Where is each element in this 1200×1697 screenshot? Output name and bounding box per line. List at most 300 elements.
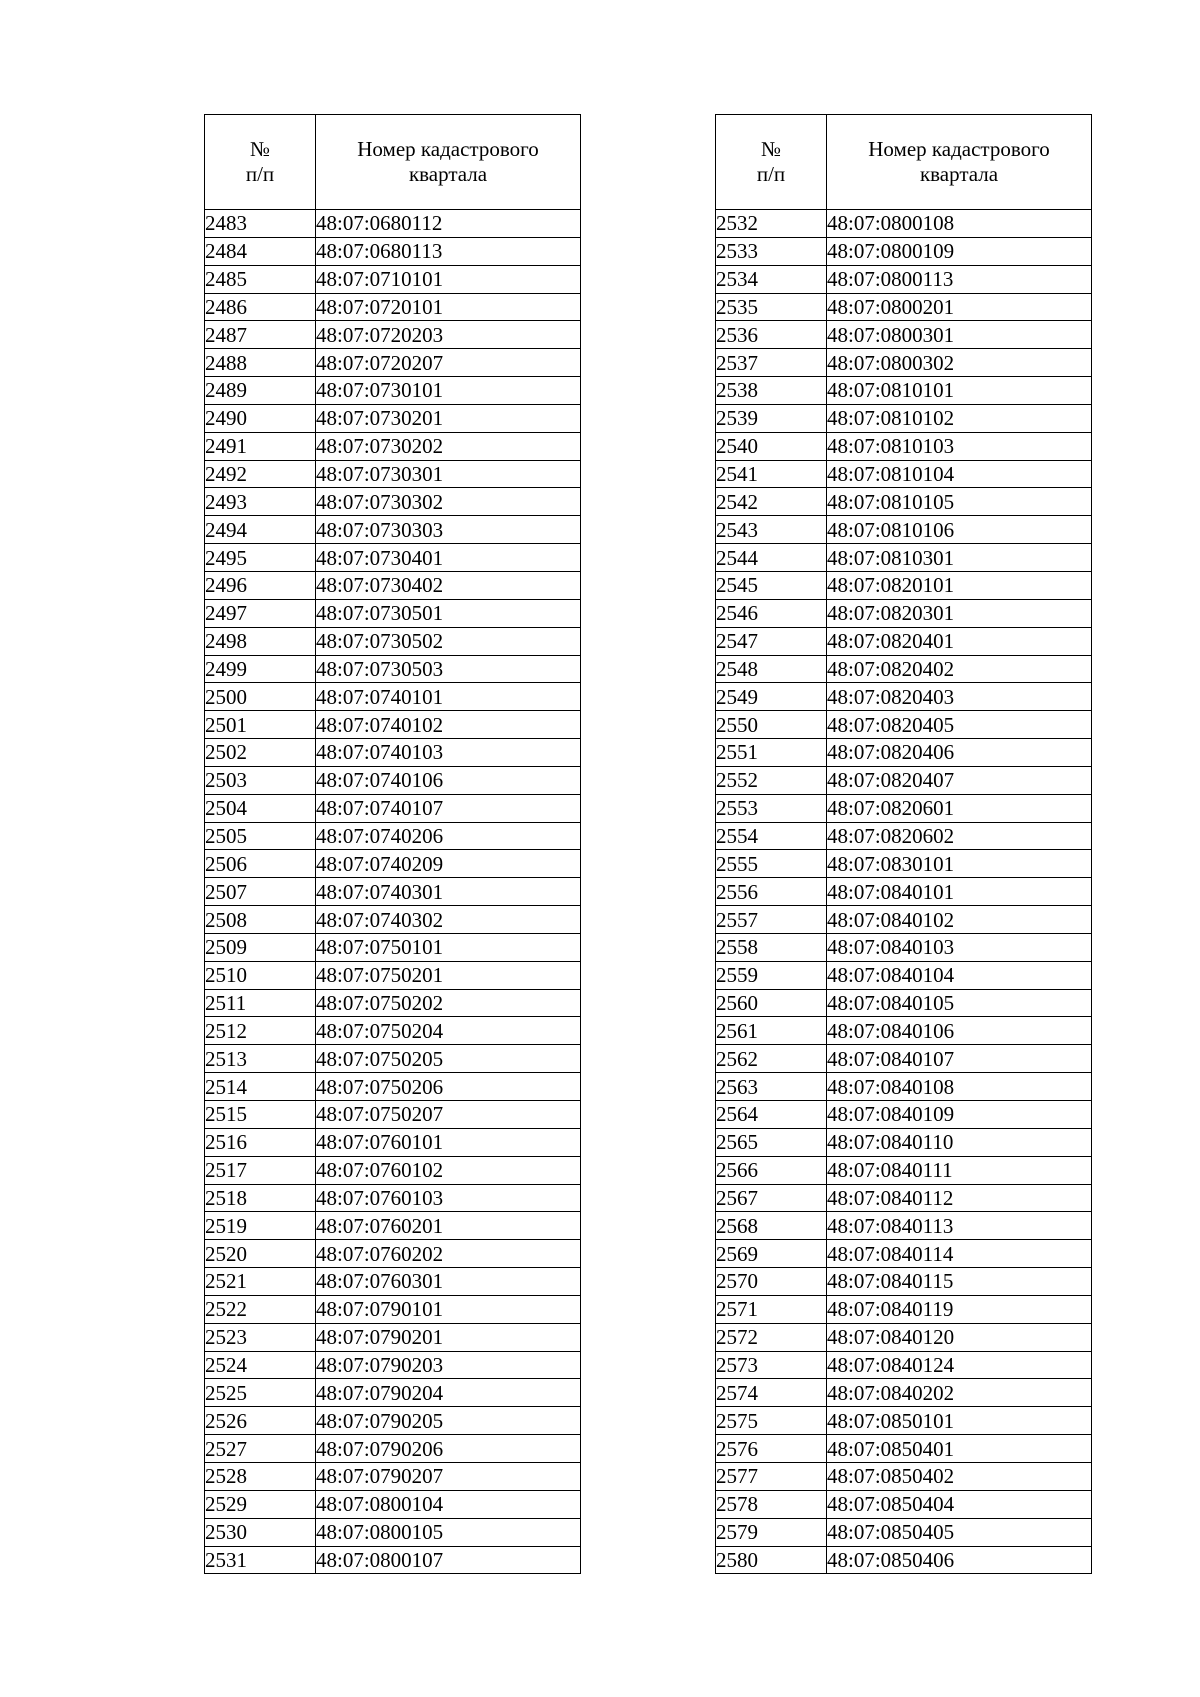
cadastral-number-cell: 48:07:0790207 [316, 1462, 581, 1490]
cadastral-number-cell: 48:07:0820403 [827, 683, 1092, 711]
table-row [205, 850, 581, 878]
table-row [716, 1462, 1092, 1490]
table-row [205, 1546, 581, 1574]
cadastral-number-cell: 48:07:0760301 [316, 1268, 581, 1296]
row-number-cell: 2484 [205, 237, 316, 265]
table-row [205, 711, 581, 739]
cadastral-number-cell: 48:07:0850401 [827, 1435, 1092, 1463]
row-number-cell: 2566 [716, 1156, 827, 1184]
table-row [205, 1407, 581, 1435]
table-row [205, 933, 581, 961]
row-number-cell: 2541 [716, 460, 827, 488]
cadastral-number-cell: 48:07:0730301 [316, 460, 581, 488]
row-number-cell: 2492 [205, 460, 316, 488]
cadastral-number-cell: 48:07:0810301 [827, 544, 1092, 572]
row-number-cell: 2515 [205, 1101, 316, 1129]
cadastral-number-cell: 48:07:0800109 [827, 237, 1092, 265]
row-number-cell: 2507 [205, 878, 316, 906]
cadastral-number-cell: 48:07:0800105 [316, 1518, 581, 1546]
table-row [205, 1240, 581, 1268]
table-row [716, 683, 1092, 711]
table-row [716, 1017, 1092, 1045]
row-number-cell: 2552 [716, 766, 827, 794]
table-row [716, 321, 1092, 349]
cadastral-number-cell: 48:07:0740206 [316, 822, 581, 850]
row-number-cell: 2550 [716, 711, 827, 739]
table-row [205, 878, 581, 906]
cadastral-number-cell: 48:07:0790201 [316, 1323, 581, 1351]
table-row [205, 349, 581, 377]
table-row [205, 961, 581, 989]
row-number-cell: 2496 [205, 571, 316, 599]
cadastral-number-cell: 48:07:0810101 [827, 377, 1092, 405]
table-row [716, 571, 1092, 599]
cadastral-number-cell: 48:07:0720203 [316, 321, 581, 349]
table-row [205, 1073, 581, 1101]
row-number-cell: 2562 [716, 1045, 827, 1073]
cadastral-number-cell: 48:07:0750202 [316, 989, 581, 1017]
row-number-cell: 2580 [716, 1546, 827, 1574]
cadastral-number-cell: 48:07:0750204 [316, 1017, 581, 1045]
row-number-cell: 2571 [716, 1295, 827, 1323]
cadastral-number-cell: 48:07:0730401 [316, 544, 581, 572]
cadastral-number-cell: 48:07:0840104 [827, 961, 1092, 989]
cadastral-number-cell: 48:07:0730101 [316, 377, 581, 405]
table-row [716, 1240, 1092, 1268]
row-number-cell: 2572 [716, 1323, 827, 1351]
row-number-cell: 2553 [716, 794, 827, 822]
table-row [716, 516, 1092, 544]
cadastral-number-cell: 48:07:0810106 [827, 516, 1092, 544]
row-number-cell: 2527 [205, 1435, 316, 1463]
header-number-column [716, 115, 827, 210]
table-row [205, 655, 581, 683]
cadastral-number-cell: 48:07:0790101 [316, 1295, 581, 1323]
header-cadastral-line1: Номер кадастрового [357, 137, 539, 161]
table-row [205, 1490, 581, 1518]
row-number-cell: 2483 [205, 210, 316, 238]
row-number-cell: 2521 [205, 1268, 316, 1296]
cadastral-number-cell: 48:07:0730502 [316, 627, 581, 655]
row-number-cell: 2506 [205, 850, 316, 878]
cadastral-number-cell: 48:07:0840111 [827, 1156, 1092, 1184]
table-row [716, 377, 1092, 405]
row-number-cell: 2565 [716, 1128, 827, 1156]
table-row [716, 906, 1092, 934]
table-row [716, 210, 1092, 238]
cadastral-number-cell: 48:07:0760201 [316, 1212, 581, 1240]
cadastral-number-cell: 48:07:0810105 [827, 488, 1092, 516]
row-number-cell: 2540 [716, 432, 827, 460]
row-number-cell: 2534 [716, 265, 827, 293]
row-number-cell: 2502 [205, 739, 316, 767]
table-row [716, 1212, 1092, 1240]
table-row [716, 1379, 1092, 1407]
header-cadastral-line1: Номер кадастрового [868, 137, 1050, 161]
table-row [716, 404, 1092, 432]
table-row [716, 711, 1092, 739]
table-row [205, 599, 581, 627]
cadastral-number-cell: 48:07:0840105 [827, 989, 1092, 1017]
table-row [716, 850, 1092, 878]
table-row [716, 822, 1092, 850]
table-row [716, 739, 1092, 767]
cadastral-number-cell: 48:07:0820407 [827, 766, 1092, 794]
cadastral-number-cell: 48:07:0840119 [827, 1295, 1092, 1323]
cadastral-number-cell: 48:07:0840113 [827, 1212, 1092, 1240]
row-number-cell: 2559 [716, 961, 827, 989]
cadastral-number-cell: 48:07:0740301 [316, 878, 581, 906]
row-number-cell: 2509 [205, 933, 316, 961]
cadastral-number-cell: 48:07:0820406 [827, 739, 1092, 767]
table-row [716, 1045, 1092, 1073]
row-number-cell: 2485 [205, 265, 316, 293]
row-number-cell: 2579 [716, 1518, 827, 1546]
cadastral-number-cell: 48:07:0840101 [827, 878, 1092, 906]
table-row [205, 766, 581, 794]
cadastral-number-cell: 48:07:0840102 [827, 906, 1092, 934]
row-number-cell: 2574 [716, 1379, 827, 1407]
cadastral-number-cell: 48:07:0850402 [827, 1462, 1092, 1490]
cadastral-number-cell: 48:07:0800108 [827, 210, 1092, 238]
row-number-cell: 2557 [716, 906, 827, 934]
row-number-cell: 2544 [716, 544, 827, 572]
cadastral-number-cell: 48:07:0790205 [316, 1407, 581, 1435]
row-number-cell: 2532 [716, 210, 827, 238]
table-row [716, 544, 1092, 572]
row-number-cell: 2578 [716, 1490, 827, 1518]
cadastral-number-cell: 48:07:0800107 [316, 1546, 581, 1574]
table-row [205, 683, 581, 711]
cadastral-number-cell: 48:07:0740103 [316, 739, 581, 767]
cadastral-number-cell: 48:07:0720101 [316, 293, 581, 321]
table-row [205, 906, 581, 934]
table-row [205, 1379, 581, 1407]
row-number-cell: 2577 [716, 1462, 827, 1490]
table-row [205, 1017, 581, 1045]
table-row [205, 488, 581, 516]
row-number-cell: 2576 [716, 1435, 827, 1463]
table-row [716, 1323, 1092, 1351]
table-row [205, 321, 581, 349]
header-number-line2: п/п [245, 162, 275, 186]
row-number-cell: 2558 [716, 933, 827, 961]
table-row [205, 1518, 581, 1546]
table-row [205, 265, 581, 293]
cadastral-number-cell: 48:07:0730503 [316, 655, 581, 683]
row-number-cell: 2513 [205, 1045, 316, 1073]
cadastral-number-cell: 48:07:0750205 [316, 1045, 581, 1073]
cadastral-number-cell: 48:07:0740107 [316, 794, 581, 822]
row-number-cell: 2503 [205, 766, 316, 794]
table-row [716, 1295, 1092, 1323]
row-number-cell: 2570 [716, 1268, 827, 1296]
table-row [716, 766, 1092, 794]
table-row [716, 293, 1092, 321]
table-row [716, 265, 1092, 293]
row-number-cell: 2542 [716, 488, 827, 516]
table-row [716, 989, 1092, 1017]
cadastral-number-cell: 48:07:0760103 [316, 1184, 581, 1212]
table-row [716, 961, 1092, 989]
cadastral-number-cell: 48:07:0840114 [827, 1240, 1092, 1268]
row-number-cell: 2554 [716, 822, 827, 850]
row-number-cell: 2546 [716, 599, 827, 627]
row-number-cell: 2512 [205, 1017, 316, 1045]
row-number-cell: 2537 [716, 349, 827, 377]
table-row [716, 933, 1092, 961]
cadastral-number-cell: 48:07:0750201 [316, 961, 581, 989]
cadastral-number-cell: 48:07:0760102 [316, 1156, 581, 1184]
row-number-cell: 2493 [205, 488, 316, 516]
row-number-cell: 2533 [716, 237, 827, 265]
table-row [716, 1128, 1092, 1156]
cadastral-number-cell: 48:07:0790203 [316, 1351, 581, 1379]
cadastral-number-cell: 48:07:0740101 [316, 683, 581, 711]
row-number-cell: 2538 [716, 377, 827, 405]
table-row [716, 1073, 1092, 1101]
table-row [716, 460, 1092, 488]
row-number-cell: 2529 [205, 1490, 316, 1518]
table-row [716, 878, 1092, 906]
cadastral-number-cell: 48:07:0840110 [827, 1128, 1092, 1156]
cadastral-number-cell: 48:07:0730302 [316, 488, 581, 516]
cadastral-number-cell: 48:07:0840115 [827, 1268, 1092, 1296]
header-number-line1: № [249, 137, 271, 161]
row-number-cell: 2545 [716, 571, 827, 599]
row-number-cell: 2500 [205, 683, 316, 711]
cadastral-number-cell: 48:07:0820101 [827, 571, 1092, 599]
row-number-cell: 2548 [716, 655, 827, 683]
cadastral-number-cell: 48:07:0760202 [316, 1240, 581, 1268]
row-number-cell: 2568 [716, 1212, 827, 1240]
header-number-line2: п/п [756, 162, 786, 186]
cadastral-number-cell: 48:07:0790206 [316, 1435, 581, 1463]
table-row [716, 1156, 1092, 1184]
cadastral-number-cell: 48:07:0730303 [316, 516, 581, 544]
row-number-cell: 2575 [716, 1407, 827, 1435]
row-number-cell: 2526 [205, 1407, 316, 1435]
row-number-cell: 2495 [205, 544, 316, 572]
row-number-cell: 2536 [716, 321, 827, 349]
row-number-cell: 2519 [205, 1212, 316, 1240]
cadastral-number-cell: 48:07:0850101 [827, 1407, 1092, 1435]
row-number-cell: 2555 [716, 850, 827, 878]
row-number-cell: 2494 [205, 516, 316, 544]
table-row [716, 349, 1092, 377]
cadastral-number-cell: 48:07:0680112 [316, 210, 581, 238]
table-row [205, 460, 581, 488]
cadastral-number-cell: 48:07:0840124 [827, 1351, 1092, 1379]
row-number-cell: 2547 [716, 627, 827, 655]
table-row [205, 293, 581, 321]
cadastral-number-cell: 48:07:0740302 [316, 906, 581, 934]
row-number-cell: 2508 [205, 906, 316, 934]
table-row [205, 571, 581, 599]
row-number-cell: 2567 [716, 1184, 827, 1212]
row-number-cell: 2564 [716, 1101, 827, 1129]
row-number-cell: 2561 [716, 1017, 827, 1045]
table-row [716, 1490, 1092, 1518]
cadastral-number-cell: 48:07:0730201 [316, 404, 581, 432]
row-number-cell: 2488 [205, 349, 316, 377]
table-header-row [205, 115, 581, 210]
table-row [205, 237, 581, 265]
table-body-right [716, 210, 1092, 1574]
cadastral-number-cell: 48:07:0800113 [827, 265, 1092, 293]
header-cadastral-line2: квартала [408, 162, 488, 186]
table-row [205, 1184, 581, 1212]
cadastral-number-cell: 48:07:0820602 [827, 822, 1092, 850]
cadastral-number-cell: 48:07:0830101 [827, 850, 1092, 878]
table-row [716, 655, 1092, 683]
table-row [716, 432, 1092, 460]
row-number-cell: 2573 [716, 1351, 827, 1379]
table-body-left [205, 210, 581, 1574]
row-number-cell: 2491 [205, 432, 316, 460]
table-row [205, 1212, 581, 1240]
row-number-cell: 2497 [205, 599, 316, 627]
table-row [716, 1407, 1092, 1435]
row-number-cell: 2501 [205, 711, 316, 739]
header-number-line1: № [760, 137, 782, 161]
cadastral-number-cell: 48:07:0840120 [827, 1323, 1092, 1351]
cadastral-number-cell: 48:07:0840103 [827, 933, 1092, 961]
row-number-cell: 2524 [205, 1351, 316, 1379]
table-row [716, 237, 1092, 265]
table-row [716, 627, 1092, 655]
cadastral-number-cell: 48:07:0800301 [827, 321, 1092, 349]
cadastral-number-cell: 48:07:0800201 [827, 293, 1092, 321]
cadastral-number-cell: 48:07:0740209 [316, 850, 581, 878]
cadastral-number-cell: 48:07:0840107 [827, 1045, 1092, 1073]
table-header-row [716, 115, 1092, 210]
row-number-cell: 2535 [716, 293, 827, 321]
cadastral-number-cell: 48:07:0710101 [316, 265, 581, 293]
row-number-cell: 2569 [716, 1240, 827, 1268]
cadastral-number-cell: 48:07:0800104 [316, 1490, 581, 1518]
table-row [205, 1101, 581, 1129]
table-row [205, 210, 581, 238]
row-number-cell: 2543 [716, 516, 827, 544]
row-number-cell: 2511 [205, 989, 316, 1017]
table-row [205, 1351, 581, 1379]
cadastral-number-cell: 48:07:0730202 [316, 432, 581, 460]
table-row [205, 1128, 581, 1156]
cadastral-number-cell: 48:07:0790204 [316, 1379, 581, 1407]
cadastral-table-right [715, 114, 1092, 1574]
table-row [205, 1156, 581, 1184]
cadastral-number-cell: 48:07:0820401 [827, 627, 1092, 655]
table-row [205, 1295, 581, 1323]
table-row [205, 989, 581, 1017]
row-number-cell: 2504 [205, 794, 316, 822]
row-number-cell: 2490 [205, 404, 316, 432]
header-cadastral-column [316, 115, 581, 210]
cadastral-number-cell: 48:07:0740106 [316, 766, 581, 794]
table-row [716, 488, 1092, 516]
row-number-cell: 2522 [205, 1295, 316, 1323]
cadastral-number-cell: 48:07:0740102 [316, 711, 581, 739]
header-cadastral-column [827, 115, 1092, 210]
table-row [205, 544, 581, 572]
table-row [716, 1268, 1092, 1296]
cadastral-number-cell: 48:07:0730501 [316, 599, 581, 627]
row-number-cell: 2528 [205, 1462, 316, 1490]
row-number-cell: 2523 [205, 1323, 316, 1351]
table-row [716, 794, 1092, 822]
table-row [716, 1546, 1092, 1574]
table-row [716, 599, 1092, 627]
cadastral-number-cell: 48:07:0840109 [827, 1101, 1092, 1129]
cadastral-number-cell: 48:07:0750101 [316, 933, 581, 961]
table-row [716, 1435, 1092, 1463]
table-row [205, 739, 581, 767]
row-number-cell: 2556 [716, 878, 827, 906]
row-number-cell: 2516 [205, 1128, 316, 1156]
cadastral-number-cell: 48:07:0840202 [827, 1379, 1092, 1407]
row-number-cell: 2530 [205, 1518, 316, 1546]
cadastral-number-cell: 48:07:0810102 [827, 404, 1092, 432]
cadastral-number-cell: 48:07:0820405 [827, 711, 1092, 739]
row-number-cell: 2499 [205, 655, 316, 683]
row-number-cell: 2517 [205, 1156, 316, 1184]
table-row [716, 1351, 1092, 1379]
cadastral-number-cell: 48:07:0820301 [827, 599, 1092, 627]
row-number-cell: 2525 [205, 1379, 316, 1407]
cadastral-number-cell: 48:07:0730402 [316, 571, 581, 599]
cadastral-number-cell: 48:07:0820402 [827, 655, 1092, 683]
table-row [205, 1435, 581, 1463]
cadastral-number-cell: 48:07:0760101 [316, 1128, 581, 1156]
cadastral-number-cell: 48:07:0840112 [827, 1184, 1092, 1212]
table-row [205, 1462, 581, 1490]
table-row [716, 1184, 1092, 1212]
cadastral-table-left [204, 114, 581, 1574]
table-row [205, 516, 581, 544]
cadastral-number-cell: 48:07:0810103 [827, 432, 1092, 460]
table-row [716, 1101, 1092, 1129]
cadastral-number-cell: 48:07:0680113 [316, 237, 581, 265]
cadastral-number-cell: 48:07:0750206 [316, 1073, 581, 1101]
row-number-cell: 2514 [205, 1073, 316, 1101]
table-row [205, 1323, 581, 1351]
header-number-column [205, 115, 316, 210]
row-number-cell: 2539 [716, 404, 827, 432]
table-row [205, 1045, 581, 1073]
row-number-cell: 2551 [716, 739, 827, 767]
row-number-cell: 2498 [205, 627, 316, 655]
cadastral-number-cell: 48:07:0720207 [316, 349, 581, 377]
cadastral-number-cell: 48:07:0850404 [827, 1490, 1092, 1518]
cadastral-number-cell: 48:07:0800302 [827, 349, 1092, 377]
table-row [716, 1518, 1092, 1546]
row-number-cell: 2505 [205, 822, 316, 850]
cadastral-number-cell: 48:07:0840106 [827, 1017, 1092, 1045]
cadastral-number-cell: 48:07:0810104 [827, 460, 1092, 488]
header-cadastral-line2: квартала [919, 162, 999, 186]
table-row [205, 794, 581, 822]
row-number-cell: 2520 [205, 1240, 316, 1268]
row-number-cell: 2531 [205, 1546, 316, 1574]
cadastral-number-cell: 48:07:0840108 [827, 1073, 1092, 1101]
table-row [205, 1268, 581, 1296]
table-row [205, 627, 581, 655]
cadastral-number-cell: 48:07:0850406 [827, 1546, 1092, 1574]
row-number-cell: 2486 [205, 293, 316, 321]
cadastral-number-cell: 48:07:0820601 [827, 794, 1092, 822]
row-number-cell: 2563 [716, 1073, 827, 1101]
